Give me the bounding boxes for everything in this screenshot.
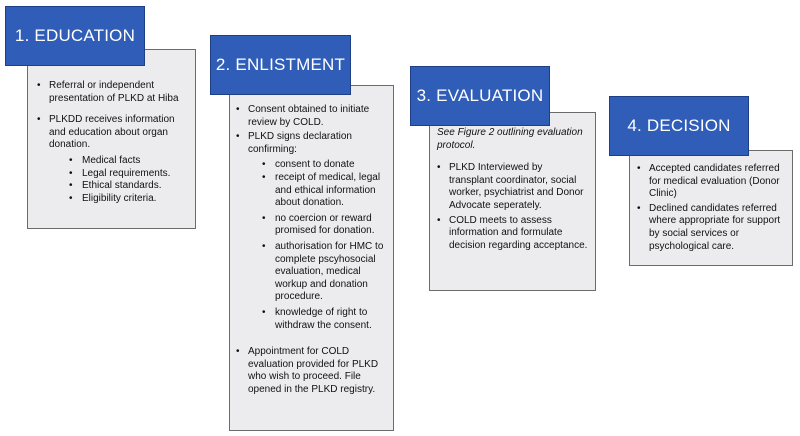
decision-list — [637, 163, 786, 253]
education-title: 1. EDUCATION — [14, 26, 136, 45]
decision-card — [629, 150, 793, 266]
enlistment-subitem-authorisation: • authorisation for HMC to complete pscyhosocial evaluation, medical workup and donation procedure. — [262, 241, 387, 304]
enlistment-item-appointment: • Appointment for COLD evaluation provided for PLKD who wish to proceed. File opened in the PLKD registry. — [236, 346, 387, 396]
decision-item-declined: • Declined candidates referred where appropriate for support by social services or psychological care. — [637, 203, 786, 253]
evaluation-item-cold-meeting: • COLD meets to assess information and formulate decision regarding acceptance. — [437, 215, 589, 253]
enlistment-header — [210, 35, 351, 95]
education-item-referral: • Referral or independent presentation of PLKD at Hiba — [37, 80, 187, 105]
decision-title: 4. DECISION — [627, 116, 731, 135]
education-sublist — [37, 155, 187, 205]
education-header — [5, 6, 145, 66]
education-subitem-legal: • Legal requirements. — [69, 168, 187, 181]
enlistment-list-appointment — [236, 346, 387, 396]
education-card — [27, 49, 196, 229]
education-subitem-medical: • Medical facts — [69, 155, 187, 168]
education-list — [37, 80, 187, 152]
evaluation-note: See Figure 2 outlining evaluation protocol. — [437, 127, 583, 151]
education-subitem-ethical: • Ethical standards. — [69, 180, 187, 193]
evaluation-item-interview: • PLKD Interviewed by transplant coordinator, social worker, psychiatrist and Donor Advocate seperately. — [437, 162, 589, 212]
enlistment-title: 2. ENLISTMENT — [215, 55, 346, 74]
decision-item-accepted: • Accepted candidates referred for medical evaluation (Donor Clinic) — [637, 163, 786, 201]
enlistment-item-declaration: • PLKD signs declaration confirming: — [236, 131, 387, 156]
decision-header — [609, 96, 749, 156]
enlistment-subitem-withdraw: • knowledge of right to withdraw the consent. — [262, 307, 387, 332]
evaluation-card — [429, 112, 596, 291]
education-item-information: • PLKDD receives information and education about organ donation. — [37, 114, 187, 152]
evaluation-list — [437, 162, 589, 252]
enlistment-sublist — [236, 159, 387, 332]
enlistment-item-consent: • Consent obtained to initiate review by COLD. — [236, 104, 387, 129]
evaluation-header — [410, 66, 550, 126]
enlistment-card — [229, 85, 394, 431]
enlistment-list — [236, 104, 387, 156]
enlistment-subitem-no-coercion: • no coercion or reward promised for donation. — [262, 213, 387, 238]
evaluation-title: 3. EVALUATION — [416, 86, 544, 105]
education-subitem-eligibility: • Eligibility criteria. — [69, 193, 187, 206]
enlistment-subitem-consent-donate: • consent to donate — [262, 159, 387, 172]
enlistment-subitem-receipt: • receipt of medical, legal and ethical information about donation. — [262, 172, 387, 210]
